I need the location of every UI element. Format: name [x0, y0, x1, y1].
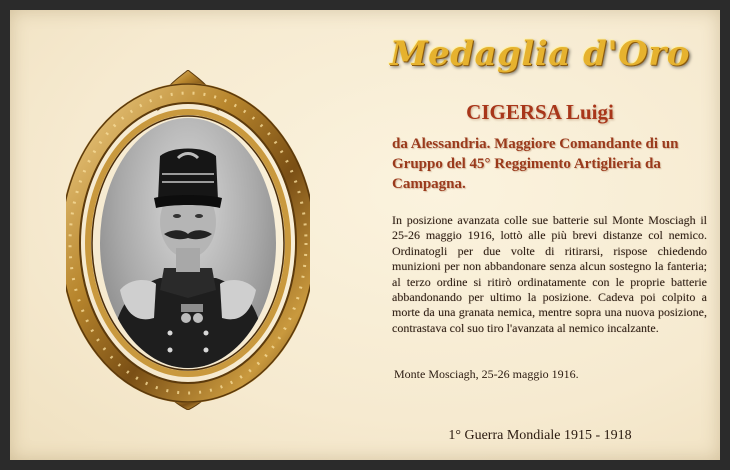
- place-date: Monte Mosciagh, 25-26 maggio 1916.: [394, 367, 579, 381]
- rank-description: da Alessandria. Maggiore Comandante di un Gruppo del 45° Reggimento Artiglieria da Campagna.: [392, 136, 679, 192]
- medal-title: Medaglia d'Oro: [390, 34, 690, 74]
- officer-portrait: [100, 118, 276, 368]
- ornate-frame: [66, 70, 310, 410]
- recipient-name: CIGERSA Luigi: [466, 100, 614, 124]
- citation-paragraph: In posizione avanzata colle sue batterie sul Monte Mosciagh il 25-26 maggio 1916, lottò alle più brevi distanze col nemico. Ordinatogli per due volte di ritirarsi, rispose chiedendo munizioni per non abbandonare senza alcun sostegno la fanteria; al terzo ordine si ritirò ordinatamente con le proprie batterie abbandonando per ultimo la posizione. Cadeva poi colpito a morte da una granata nemica, mentre sopra una nuova posizione, contrastava col suo tiro l'avanzata al nemico incalzante.: [392, 213, 707, 335]
- medal-card: [10, 10, 720, 460]
- officer-portrait-icon: [100, 118, 276, 368]
- citation-text: [392, 213, 707, 336]
- war-footer: 1° Guerra Mondiale 1915 - 1918: [448, 428, 632, 443]
